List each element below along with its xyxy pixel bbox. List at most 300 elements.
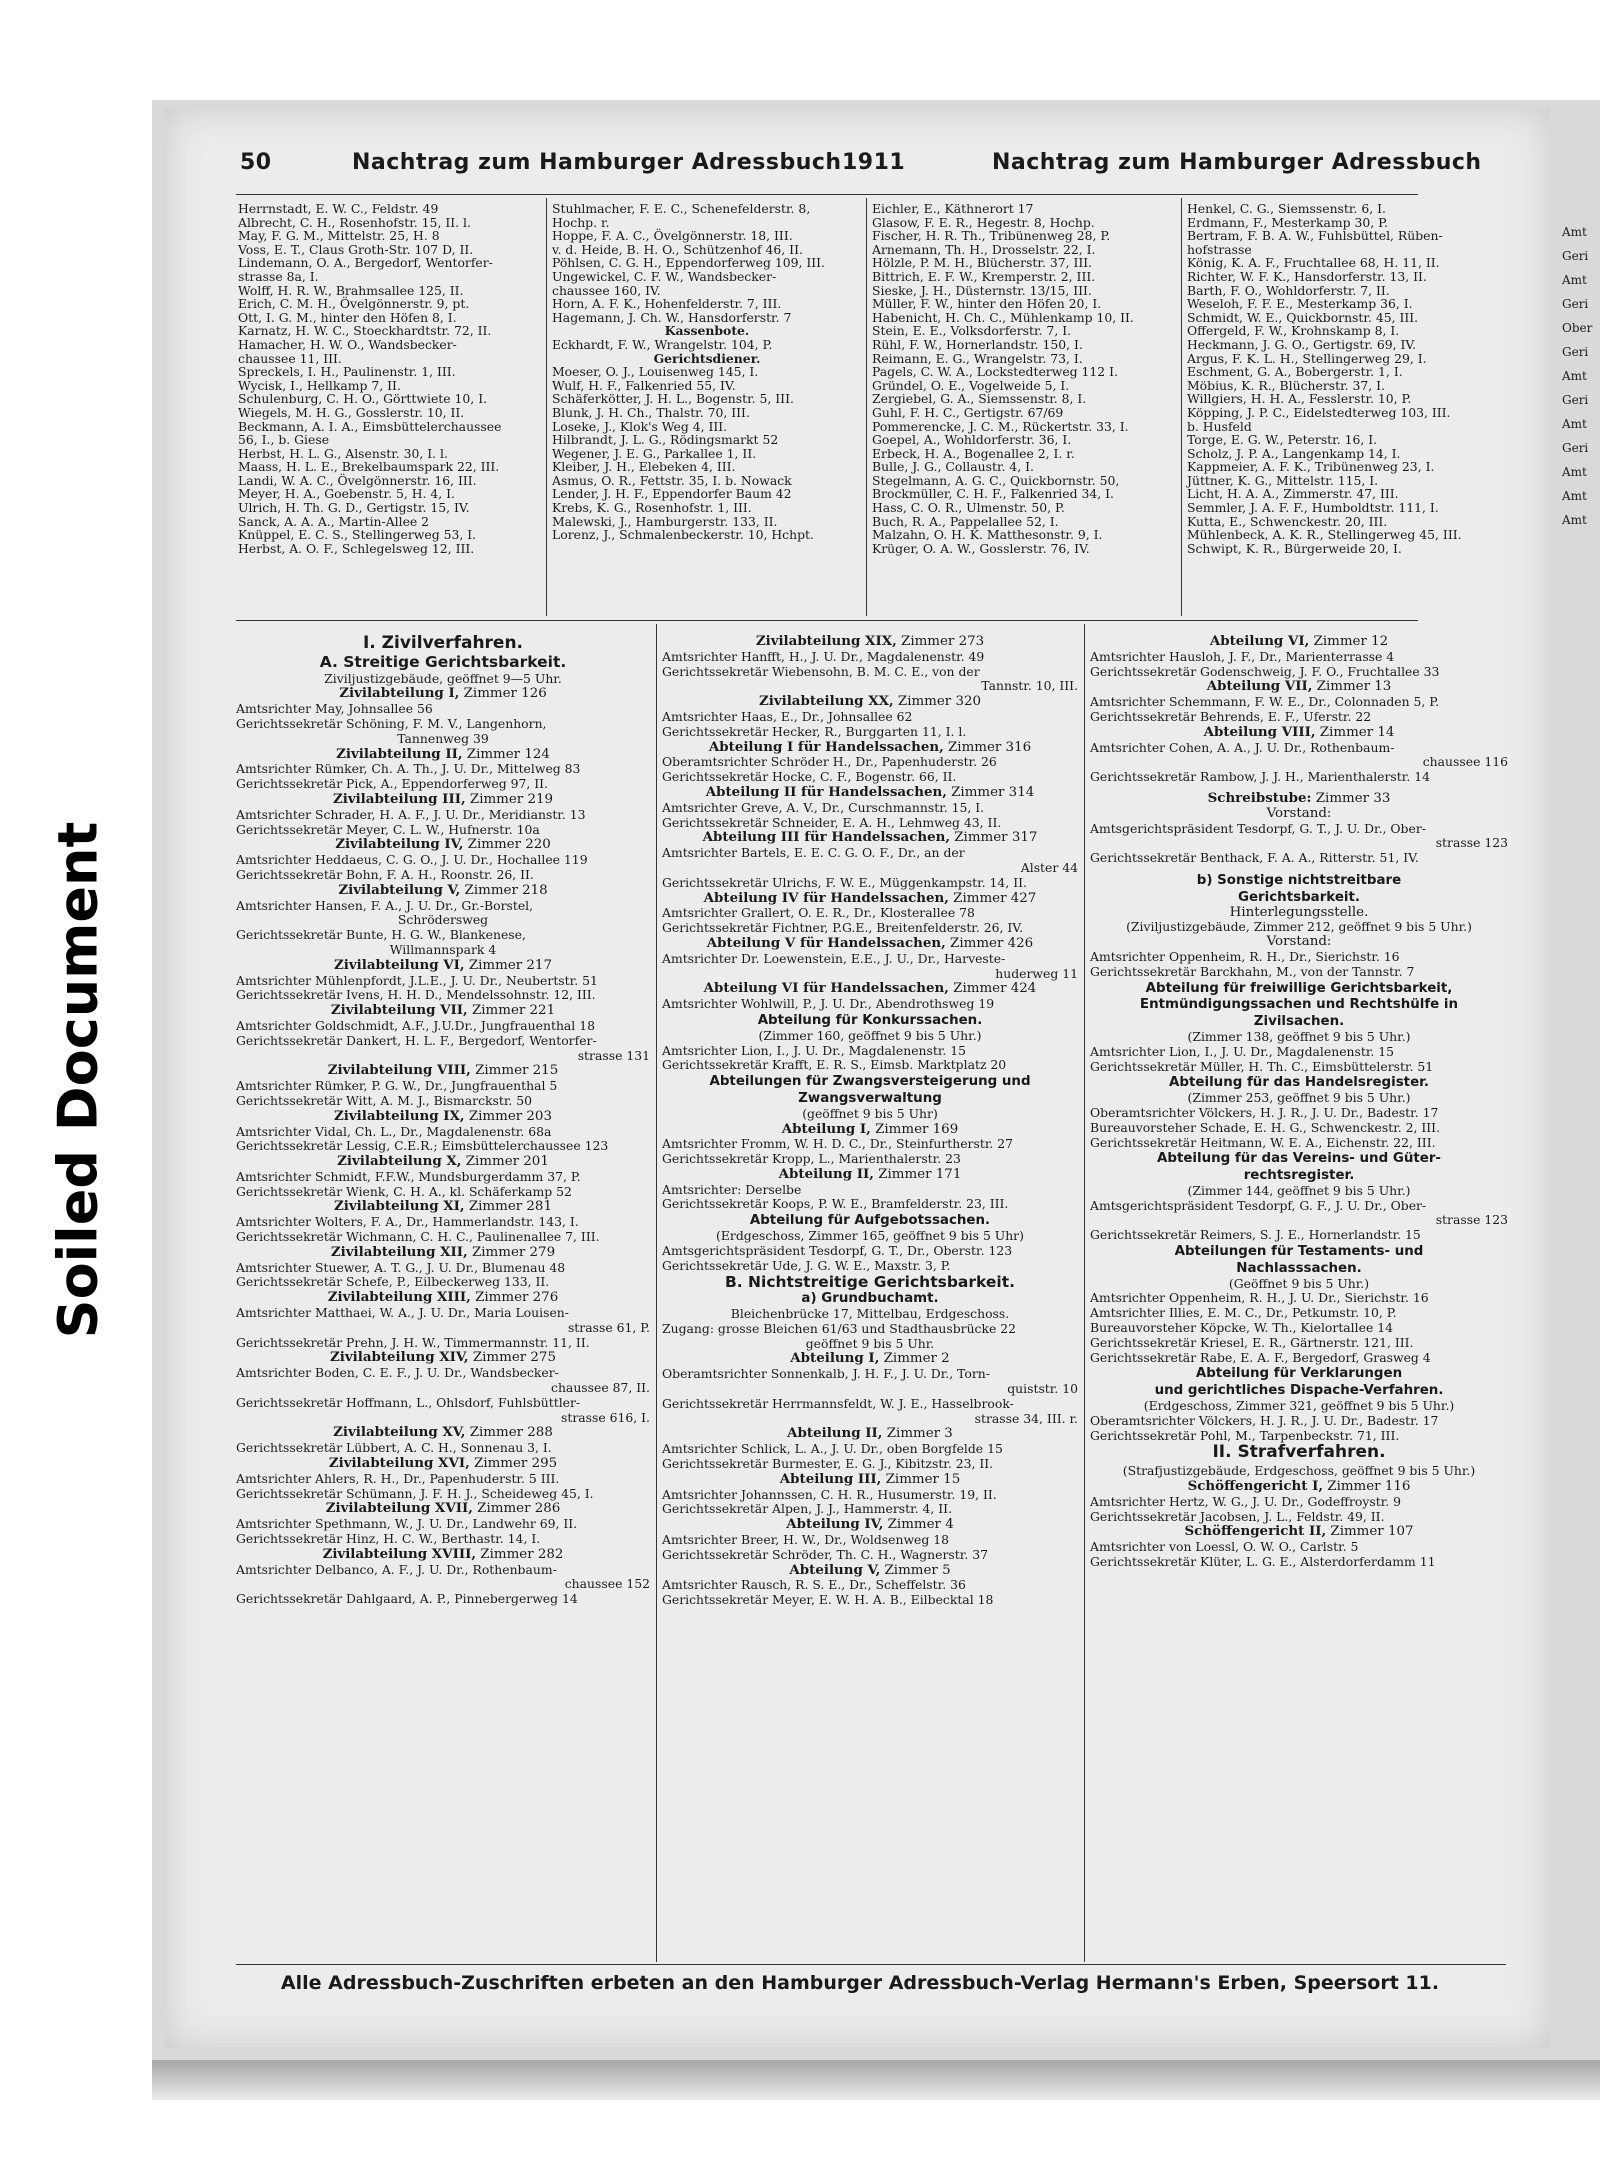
directory-entry: Amt [1562, 513, 1587, 527]
entry-continuation: strasse 34, III. r. [974, 1410, 1078, 1426]
subheading-title: Abteilung I, [790, 1350, 880, 1367]
directory-entry: Hoppe, F. A. C., Övelgönnerstr. 18, III. [552, 228, 793, 244]
directory-entry: Hilbrandt, J. L. G., Rödingsmarkt 52 [552, 432, 779, 448]
entry-continuation: huderweg 11 [995, 965, 1078, 981]
adjacent-page-fragments [1562, 220, 1602, 532]
entry-continuation: strasse 131 [577, 1047, 650, 1063]
court-entry: Oberamtsrichter Sonnenkalb, J. H. F., J. U. Dr., Torn- [662, 1366, 990, 1382]
subheading-detail: Zimmer 171 [873, 1166, 962, 1182]
court-entry: Gerichtssekretär Rambow, J. J. H., Marienthalerstr. 14 [1090, 769, 1430, 785]
subheading-detail: Hinterlegungsstelle. [1229, 904, 1369, 920]
court-entry: Bureauvorsteher Köpcke, W. Th., Kielortallee 14 [1090, 1320, 1393, 1336]
directory-entry: Mühlenbeck, A. K. R., Stellingerweg 45, III. [1187, 527, 1462, 543]
court-entry: Amtsrichter Dr. Loewenstein, E.E., J. U., Dr., Harveste- [662, 950, 1006, 966]
directory-entry: Herrnstadt, E. W. C., Feldstr. 49 [238, 201, 439, 216]
directory-entry: Stegelmann, A. G. C., Quickbornstr. 50, [872, 472, 1120, 488]
directory-entry: Heckmann, J. G. O., Gertigstr. 69, IV. [1187, 336, 1417, 352]
header-year: 1911 [842, 150, 906, 175]
directory-entry: Ungewickel, C. F. W., Wandsbecker- [552, 268, 777, 284]
entry-continuation: Alster 44 [1020, 859, 1078, 875]
subheading-title: Zivilabteilung XII, [330, 1243, 468, 1260]
directory-entry: Semmler, J. A. F. F., Humboldtstr. 111, I. [1187, 500, 1439, 516]
subheading-detail: Zimmer 5 [880, 1562, 951, 1578]
section-subheading [236, 1290, 650, 1306]
centered-note: (geöffnet 9 bis 5 Uhr) [802, 1105, 938, 1121]
court-entry: Gerichtssekretär Hoffmann, L., Ohlsdorf, Fuhlsbüttler- [236, 1394, 581, 1410]
subheading-title: Abteilung VII, [1206, 678, 1313, 695]
court-entry: Amtsgerichtspräsident Tesdorpf, G. F., J. U. Dr., Ober- [1090, 1197, 1427, 1213]
centered-note: (Zimmer 253, geöffnet 9 bis 5 Uhr.) [1187, 1090, 1411, 1106]
department-heading: b) Sonstige nichtstreitbare [1196, 872, 1402, 888]
subheading-detail: Vorstand: [1266, 805, 1332, 821]
court-entry: Oberamtsrichter Schröder H., Dr., Papenhuderstr. 26 [662, 754, 997, 770]
section-subheading [236, 1245, 650, 1261]
directory-entry: 56, I., b. Giese [238, 432, 330, 448]
section-subheading [236, 792, 650, 808]
entry-continuation: chaussee 152 [564, 1576, 650, 1592]
centered-note: (Ziviljustizgebäude, Zimmer 212, geöffnet 9 bis 5 Uhr.) [1126, 919, 1472, 935]
subheading-title: Zivilabteilung II, [336, 745, 463, 762]
court-entry: Amtsrichter Oppenheim, R. H., Dr., Sierichstr. 16 [1090, 948, 1400, 964]
directory-entry: Meyer, H. A., Goebenstr. 5, H. 4, I. [238, 486, 455, 502]
directory-entry: Rühl, F. W., Hornerlandstr. 150, I. [872, 336, 1083, 352]
subheading-detail: Zimmer 426 [945, 935, 1034, 951]
courts-column-3 [1090, 634, 1508, 1570]
section-heading: A. Streitige Gerichtsbarkeit. [319, 652, 567, 671]
centered-note: Ziviljustizgebäude, geöffnet 9—5 Uhr. [324, 670, 562, 686]
court-entry: Amtsrichter Mühlenpfordt, J.L.E., J. U. Dr., Neubertstr. 51 [236, 972, 598, 988]
section-subheading [662, 1517, 1078, 1533]
subheading-detail: Zimmer 286 [472, 1501, 561, 1517]
subheading-title: Zivilabteilung XV, [333, 1424, 466, 1441]
court-entry: Gerichtssekretär Meyer, E. W. H. A. B., Eilbecktal 18 [662, 1592, 994, 1608]
subheading-detail: Zimmer 107 [1326, 1524, 1414, 1540]
department-heading: Abteilungen für Testaments- und [1174, 1244, 1424, 1260]
court-entry: Amtsrichter Rümker, Ch. A. Th., J. U. Dr., Mittelweg 83 [236, 761, 581, 777]
directory-entry: Schulenburg, C. H. O., Görttwiete 10, I. [238, 391, 488, 407]
directory-divider-1 [546, 198, 547, 616]
court-entry: Amtsrichter Schmidt, F.F.W., Mundsburgerdamm 37, P. [236, 1168, 581, 1184]
section-subheading [662, 1167, 1078, 1183]
subheading-title: Zivilabteilung VII, [330, 1002, 468, 1019]
directory-entry: Loseke, J., Klok's Weg 4, III. [552, 418, 728, 434]
subheading-title: Zivilabteilung XI, [334, 1198, 465, 1215]
subheading-title: Abteilung VI, [1209, 633, 1310, 649]
directory-entry: Maass, H. L. E., Brekelbaumspark 22, III. [238, 459, 500, 475]
court-entry: Oberamtsrichter Völckers, H. J. R., J. U. Dr., Badestr. 17 [1090, 1104, 1439, 1120]
left-margin [0, 0, 150, 2177]
court-entry: Gerichtssekretär Dahlgaard, A. P., Pinnebergerweg 14 [236, 1591, 578, 1607]
page-header [240, 150, 1482, 180]
entry-continuation: strasse 123 [1435, 1212, 1508, 1228]
soiled-document-stamp: Soiled Document [46, 821, 110, 1339]
directory-entry: Sanck, A. A. A., Martin-Allee 2 [238, 513, 430, 529]
centered-note: Tannenweg 39 [397, 730, 489, 746]
directory-entry: Fischer, H. R. Th., Tribünenweg 28, P. [872, 228, 1111, 244]
section-subheading [236, 747, 650, 763]
court-entry: Amtsrichter Rausch, R. S. E., Dr., Scheffelstr. 36 [662, 1577, 966, 1593]
court-entry: Gerichtssekretär Lessig, C.E.R.; Eimsbüttelerchaussee 123 [236, 1138, 609, 1154]
section-subheading [236, 1456, 650, 1472]
subheading-detail: Zimmer 2 [879, 1351, 950, 1367]
header-rule [236, 194, 1418, 195]
section-subheading [662, 936, 1078, 952]
section-subheading [236, 1501, 650, 1517]
section-heading: II. Strafverfahren. [1212, 1442, 1386, 1463]
department-heading: a) Grundbuchamt. [801, 1291, 939, 1307]
entry-continuation: strasse 616, I. [561, 1409, 650, 1425]
court-entry: Gerichtssekretär Schümann, J. F. H. J., Scheideweg 45, I. [236, 1485, 594, 1501]
directory-entry: Stein, E. E., Volksdorferstr. 7, I. [872, 323, 1072, 339]
directory-entry: Knüppel, E. C. S., Stellingerweg 53, I. [238, 527, 477, 543]
directory-entry: Hamacher, H. W. O., Wandsbecker- [238, 336, 457, 352]
court-entry: Gerichtssekretär Bunte, H. G. W., Blankenese, [236, 927, 526, 943]
court-entry: Gerichtssekretär Godenschweig, J. F. O., Fruchtallee 33 [1090, 663, 1440, 679]
court-entry: Gerichtssekretär Burmester, E. G. J., Kibitzstr. 23, II. [662, 1456, 994, 1472]
subheading-detail: Zimmer 275 [468, 1350, 556, 1366]
directory-entry: Amt [1562, 225, 1587, 239]
section-heading: B. Nichtstreitige Gerichtsbarkeit. [724, 1273, 1016, 1292]
directory-entry: Beckmann, A. I. A., Eimsbüttelerchaussee [238, 418, 502, 434]
court-entry: Gerichtssekretär Lübbert, A. C. H., Sonnenau 3, I. [236, 1440, 552, 1456]
directory-entry: Horn, A. F. K., Hohenfelderstr. 7, III. [552, 296, 782, 312]
subheading-detail: Zimmer 221 [467, 1003, 556, 1019]
court-entry: Gerichtssekretär Schröder, Th. C. H., Wagnerstr. 37 [662, 1546, 988, 1562]
court-entry: Zugang: grosse Bleichen 61/63 und Stadthausbrücke 22 [662, 1320, 1017, 1336]
department-heading: und gerichtliches Dispache-Verfahren. [1154, 1383, 1444, 1399]
centered-note: (Geöffnet 9 bis 5 Uhr.) [1228, 1275, 1370, 1291]
section-subheading [1090, 634, 1508, 650]
directory-entry: Zergiebel, G. A., Siemssenstr. 8, I. [872, 391, 1087, 407]
header-title-right: Nachtrag zum Hamburger Adressbuch [992, 150, 1482, 175]
subheading-title: Zivilabteilung IV, [335, 836, 464, 853]
directory-entry: Hagemann, J. Ch. W., Hansdorferstr. 7 [552, 309, 792, 325]
subheading-title: Schöffengericht I, [1187, 1478, 1324, 1495]
court-entry: Gerichtssekretär Pohl, M., Tarpenbeckstr. 71, III. [1090, 1427, 1400, 1443]
directory-entry: Krüger, O. A. W., Gosslerstr. 76, IV. [872, 540, 1090, 556]
court-entry: Gerichtssekretär Ivens, H. H. D., Mendelssohnstr. 12, III. [236, 987, 596, 1003]
subheading-title: Zivilabteilung XIX, [755, 633, 897, 649]
header-title-left: Nachtrag zum Hamburger Adressbuch [352, 150, 842, 175]
directory-entry: Sieske, J. H., Düsternstr. 13/15, III. [872, 282, 1092, 298]
directory-entry: Blunk, J. H. Ch., Thalstr. 70, III. [552, 404, 750, 420]
court-entry: Gerichtssekretär Ulrichs, F. W. E., Müggenkampstr. 14, II. [662, 874, 1027, 890]
subheading-title: Zivilabteilung VI, [334, 956, 465, 973]
directory-entry: Eichler, E., Käthnerort 17 [872, 201, 1034, 216]
subheading-detail: Zimmer 13 [1312, 679, 1392, 695]
directory-subheading: Gerichtsdiener. [653, 350, 761, 366]
subheading-title: Zivilabteilung X, [337, 1153, 462, 1170]
court-entry: Amtsrichter: Derselbe [662, 1181, 802, 1197]
directory-entry: Erich, C. M. H., Övelgönnerstr. 9, pt. [238, 296, 470, 312]
court-entry: Gerichtssekretär Wiebensohn, B. M. C. E., von der [662, 663, 980, 679]
subheading-title: Zivilabteilung XIV, [330, 1349, 469, 1366]
court-entry: Gerichtssekretär Krafft, E. R. S., Eimsb. Marktplatz 20 [662, 1057, 1007, 1073]
directory-entry: chaussee 11, III. [238, 350, 342, 366]
section-rule [236, 620, 1418, 621]
entry-continuation: chaussee 116 [1422, 754, 1508, 770]
directory-entry: Willgiers, H. H. A., Fesslerstr. 10, P. [1187, 391, 1412, 407]
section-heading: I. Zivilverfahren. [362, 633, 524, 653]
subheading-title: Abteilung II, [778, 1165, 874, 1182]
entry-continuation: quiststr. 10 [1007, 1381, 1078, 1397]
section-subheading [662, 981, 1078, 997]
court-entry: Amtsrichter May, Johnsallee 56 [236, 701, 433, 717]
court-entry: Amtsrichter Hertz, W. G., J. U. Dr., Godeffroystr. 9 [1090, 1493, 1402, 1509]
court-entry: Amtsrichter Greve, A. V., Dr., Curschmannstr. 15, I. [662, 799, 985, 815]
directory-divider-2 [866, 198, 867, 616]
court-entry: Gerichtssekretär Heitmann, W. E. A., Eichenstr. 22, III. [1090, 1134, 1436, 1150]
court-entry: Oberamtsrichter Völckers, H. J. R., J. U. Dr., Badestr. 17 [1090, 1412, 1439, 1428]
directory-entry: Voss, E. T., Claus Groth-Str. 107 D, II. [238, 241, 474, 257]
subheading-detail: Zimmer 4 [883, 1517, 954, 1533]
court-entry: Amtsrichter Lion, I., J. U. Dr., Magdalenenstr. 15 [662, 1042, 967, 1058]
court-entry: Amtsrichter Spethmann, W., J. U. Dr., Landwehr 69, II. [236, 1516, 578, 1532]
centered-note: (Erdgeschoss, Zimmer 165, geöffnet 9 bis 5 Uhr) [716, 1228, 1024, 1244]
court-entry: Amtsrichter Breer, H. W., Dr., Woldsenweg 18 [662, 1532, 950, 1548]
subheading-title: Zivilabteilung IX, [334, 1107, 465, 1124]
court-entry: Bureauvorsteher Schade, E. H. G., Schwenckestr. 2, III. [1090, 1119, 1441, 1135]
directory-entry: Geri [1562, 393, 1589, 407]
directory-entry: Eschment, G. A., Bobergerstr. 1, I. [1187, 364, 1403, 380]
court-entry: Amtsrichter Hanfft, H., J. U. Dr., Magdalenenstr. 49 [662, 648, 985, 664]
subheading-title: Schreibstube: [1207, 789, 1312, 806]
subheading-title: Abteilung I, [781, 1120, 871, 1137]
subheading-title: Abteilung V für Handelssachen, [706, 934, 946, 951]
directory-entry: Geri [1562, 441, 1589, 455]
court-entry: Gerichtssekretär Behrends, E. F., Uferstr. 22 [1090, 708, 1372, 724]
directory-entry: Geri [1562, 249, 1589, 263]
subheading-detail: Zimmer 295 [469, 1456, 558, 1472]
subheading-title: Zivilabteilung XVI, [328, 1455, 470, 1472]
court-entry: Amtsrichter Ahlers, R. H., Dr., Papenhuderstr. 5 III. [236, 1470, 560, 1486]
directory-entry: Asmus, O. R., Fettstr. 35, I. b. Nowack [552, 472, 792, 488]
court-entry: Gerichtssekretär Prehn, J. H. W., Timmermannstr. 11, II. [236, 1334, 590, 1350]
directory-entry: Ulrich, H. Th. G. D., Gertigstr. 15, IV. [238, 500, 470, 516]
court-entry: Gerichtssekretär Hocke, C. F., Bogenstr. 66, II. [662, 769, 957, 785]
subheading-detail: Zimmer 427 [948, 890, 1037, 906]
section-subheading [662, 891, 1078, 907]
court-entry: Amtsrichter Fromm, W. H. D. C., Dr., Steinfurtherstr. 27 [662, 1136, 1014, 1152]
directory-entry: Bulle, J. G., Collaustr. 4, I. [872, 459, 1034, 475]
directory-entry: Henkel, C. G., Siemssenstr. 6, I. [1187, 201, 1386, 216]
section-subheading [662, 740, 1078, 756]
department-heading: Abteilung für Aufgebotssachen. [749, 1213, 991, 1229]
directory-entry: Reimann, E. G., Wrangelstr. 73, I. [872, 350, 1083, 366]
subheading-title: Zivilabteilung XIII, [327, 1289, 471, 1306]
section-subheading [236, 1154, 650, 1170]
centered-note: (Zimmer 144, geöffnet 9 bis 5 Uhr.) [1187, 1182, 1411, 1198]
department-heading: Gerichtsbarkeit. [1237, 889, 1361, 905]
section-subheading [1090, 725, 1508, 741]
directory-entry: Scholz, J. P. A., Langenkamp 14, I. [1187, 445, 1401, 461]
subheading-detail: Zimmer 169 [870, 1121, 959, 1137]
court-entry: Amtsrichter Vidal, Ch. L., Dr., Magdalenenstr. 68a [236, 1123, 552, 1139]
directory-entry: Wolff, H. R. W., Brahmsallee 125, II. [238, 282, 464, 298]
directory-column-4 [1187, 201, 1462, 556]
subheading-title: Zivilabteilung XX, [758, 693, 894, 710]
subheading-title: Abteilung II, [787, 1425, 883, 1442]
directory-entry: Hass, C. O. R., Ulmenstr. 50, P. [872, 500, 1065, 516]
directory-entry: Wiegels, M. H. G., Gosslerstr. 10, II. [238, 404, 465, 420]
court-entry: Gerichtssekretär Wienk, C. H. A., kl. Schäferkamp 52 [236, 1183, 572, 1199]
subheading-detail: Zimmer 276 [470, 1290, 559, 1306]
court-entry: Gerichtssekretär Ude, J. G. W. E., Maxstr. 3, P. [662, 1257, 951, 1273]
directory-entry: Schmidt, W. E., Quickbornstr. 45, III. [1187, 309, 1419, 325]
directory-entry: Brockmüller, C. H. F., Falkenried 34, I. [872, 486, 1114, 502]
centered-note: Bleichenbrücke 17, Mittelbau, Erdgeschoss. [730, 1306, 1010, 1322]
directory-entry: Lorenz, J., Schmalenbeckerstr. 10, Hchpt. [552, 527, 814, 543]
centered-note: (Strafjustizgebäude, Erdgeschoss, geöffnet 9 bis 5 Uhr.) [1122, 1463, 1476, 1479]
directory-entry: Arnemann, Th. H., Drosselstr. 22, I. [872, 241, 1096, 257]
subheading-title: Abteilung VI für Handelssachen, [703, 980, 949, 997]
section-subheading [1090, 791, 1508, 807]
subheading-detail: Zimmer 116 [1323, 1479, 1411, 1495]
section-subheading [236, 686, 650, 702]
directory-entry: Malzahn, O. H. K. Matthesonstr. 9, I. [872, 527, 1103, 543]
court-entry: Gerichtssekretär Pick, A., Eppendorferweg 97, II. [236, 776, 549, 792]
subheading-detail: Zimmer 219 [465, 791, 554, 807]
court-entry: Amtsrichter Schlick, L. A., J. U. Dr., oben Borgfelde 15 [662, 1441, 1003, 1457]
section-subheading [236, 1350, 650, 1366]
directory-entry: Bertram, F. B. A. W., Fuhlsbüttel, Rüben- [1187, 228, 1443, 244]
courts-divider-2 [1084, 624, 1085, 1962]
directory-entry: Goepel, A., Wohldorferstr. 36, I. [872, 432, 1072, 448]
subheading-detail: Zimmer 215 [470, 1063, 559, 1079]
entry-continuation: chaussee 87, II. [551, 1380, 650, 1396]
subheading-title: Abteilung II für Handelssachen, [705, 783, 947, 800]
subheading-title: Zivilabteilung XVIII, [322, 1545, 477, 1562]
department-heading: Abteilung für Verklarungen [1195, 1366, 1403, 1382]
court-entry: Gerichtssekretär Alpen, J. J., Hammerstr. 4, II. [662, 1501, 953, 1517]
directory-entry: Argus, F. K. L. H., Stellingerweg 29, I. [1187, 350, 1427, 366]
directory-entry: Herbst, A. O. F., Schlegelsweg 12, III. [238, 540, 475, 556]
court-entry: Gerichtssekretär Koops, P. W. E., Bramfelderstr. 23, III. [662, 1196, 1009, 1212]
section-subheading [662, 785, 1078, 801]
subheading-detail: Vorstand: [1266, 934, 1332, 950]
court-entry: Gerichtssekretär Kriesel, E. R., Gärtnerstr. 121, III. [1090, 1334, 1414, 1350]
court-entry: Amtsrichter Stuewer, A. T. G., J. U. Dr., Blumenau 48 [236, 1259, 566, 1275]
section-subheading [662, 694, 1078, 710]
court-entry: Gerichtssekretär Schneider, E. A. H., Lehmweg 43, II. [662, 814, 1002, 830]
court-entry: Amtsrichter Hausloh, J. F., Dr., Marienterrasse 4 [1090, 648, 1395, 664]
section-subheading [1090, 679, 1508, 695]
court-entry: Gerichtssekretär Reimers, S. J. E., Hornerlandstr. 15 [1090, 1227, 1421, 1243]
directory-entry: May, F. G. M., Mittelstr. 25, H. 8 [238, 228, 440, 244]
directory-entry: Wycisk, I., Hellkamp 7, II. [238, 377, 401, 393]
court-entry: Gerichtssekretär Meyer, C. L. W., Hufnerstr. 10a [236, 821, 540, 837]
subheading-detail: Zimmer 218 [460, 882, 548, 898]
court-entry: Amtsrichter Wohlwill, P., J. U. Dr., Abendrothsweg 19 [662, 996, 995, 1012]
directory-entry: v. d. Heide, B. H. O., Schützenhof 46, II. [552, 241, 803, 257]
subheading-detail: Zimmer 201 [461, 1154, 549, 1170]
subheading-title: Abteilung VIII, [1203, 723, 1316, 740]
directory-entry: Geri [1562, 297, 1589, 311]
spacer [1090, 866, 1508, 872]
court-entry: Amtsrichter Goldschmidt, A.F., J.U.Dr., Jungfrauenthal 18 [236, 1017, 595, 1033]
court-entry: Gerichtssekretär Hinz, H. C. W., Berthastr. 14, I. [236, 1531, 541, 1547]
department-heading: Nachlasssachen. [1236, 1260, 1362, 1276]
directory-entry: Geri [1562, 345, 1589, 359]
section-subheading [1090, 935, 1508, 950]
subheading-detail: Zimmer 273 [896, 634, 985, 649]
department-heading: rechtsregister. [1243, 1168, 1355, 1184]
courts-column-1 [236, 634, 650, 1607]
subheading-detail: Zimmer 316 [943, 739, 1032, 755]
subheading-detail: Zimmer 314 [946, 784, 1035, 800]
section-subheading [1090, 906, 1508, 921]
subheading-detail: Zimmer 288 [465, 1425, 553, 1441]
directory-entry: Köpping, J. P. C., Eidelstedterweg 103, III. [1187, 404, 1451, 420]
page-number: 50 [240, 150, 272, 175]
court-entry: Amtsrichter Lion, I., J. U. Dr., Magdalenenstr. 15 [1090, 1043, 1395, 1059]
department-heading: Zwangsverwaltung [798, 1090, 942, 1106]
court-entry: Gerichtssekretär Barckhahn, M., von der Tannstr. 7 [1090, 963, 1415, 979]
directory-entry: Hölzle, P. M. H., Blücherstr. 37, III. [872, 255, 1093, 271]
directory-entry: Weseloh, F. F. E., Mesterkamp 36, I. [1187, 296, 1413, 312]
court-entry: Amtsrichter Wolters, F. A., Dr., Hammerlandstr. 143, I. [236, 1214, 579, 1230]
court-entry: Gerichtssekretär Bohn, F. A. H., Roonstr. 26, II. [236, 866, 534, 882]
court-entry: Amtsgerichtspräsident Tesdorpf, G. T., Dr., Oberstr. 123 [662, 1242, 1013, 1258]
court-entry: Amtsrichter Boden, C. E. F., J. U. Dr., Wandsbecker- [236, 1365, 559, 1381]
section-subheading [236, 837, 650, 853]
subheading-detail: Zimmer 424 [948, 981, 1037, 997]
court-entry: Amtsrichter Matthaei, W. A., J. U. Dr., Maria Louisen- [236, 1305, 569, 1321]
subheading-title: Abteilung III, [779, 1470, 882, 1487]
subheading-title: Zivilabteilung XVII, [325, 1500, 473, 1517]
centered-note: (Erdgeschoss, Zimmer 321, geöffnet 9 bis 5 Uhr.) [1143, 1398, 1455, 1414]
court-entry: Gerichtssekretär Wichmann, C. H. C., Paulinenallee 7, III. [236, 1229, 600, 1245]
court-entry: Gerichtssekretär Benthack, F. A. A., Ritterstr. 51, IV. [1090, 850, 1419, 866]
court-entry: Gerichtssekretär Kropp, L., Marienthalerstr. 23 [662, 1151, 961, 1167]
directory-entry: Gründel, O. E., Vogelweide 5, I. [872, 377, 1070, 393]
subheading-detail: Zimmer 203 [464, 1108, 552, 1124]
directory-entry: Glasow, F. E. R., Hegestr. 8, Hochp. [872, 214, 1095, 230]
court-entry: Amtsrichter Grallert, O. E. R., Dr., Klosterallee 78 [662, 905, 975, 921]
court-entry: Gerichtssekretär Klüter, L. G. E., Alsterdorferdamm 11 [1090, 1554, 1436, 1570]
directory-entry: Amt [1562, 273, 1587, 287]
court-entry: Amtsrichter Johannssen, C. H. R., Husumerstr. 19, II. [662, 1486, 997, 1502]
directory-entry: Pöhlsen, C. G. H., Eppendorferweg 109, III. [552, 255, 825, 271]
directory-entry: Schwipt, K. R., Bürgerweide 20, I. [1187, 540, 1402, 556]
directory-entry: Malewski, J., Hamburgerstr. 133, II. [552, 513, 778, 529]
court-entry: Amtsrichter Heddaeus, C. G. O., J. U. Dr., Hochallee 119 [236, 852, 588, 868]
court-entry: Amtsrichter Haas, E., Dr., Johnsallee 62 [662, 708, 913, 724]
subheading-title: Abteilung V, [789, 1561, 881, 1578]
centered-note: geöffnet 9 bis 5 Uhr. [805, 1335, 935, 1351]
directory-entry: Herbst, H. L. G., Alsenstr. 30, I. l. [238, 445, 448, 461]
directory-entry: Amt [1562, 417, 1587, 431]
section-subheading [1090, 807, 1508, 822]
entry-continuation: Tannstr. 10, III. [981, 678, 1078, 694]
directory-entry: Stuhlmacher, F. E. C., Schenefelderstr. 8, [552, 201, 811, 216]
directory-entry: hofstrasse [1187, 241, 1252, 257]
directory-entry: Schäferkötter, J. H. L., Bogenstr. 5, III. [552, 391, 794, 407]
subheading-detail: Zimmer 281 [464, 1199, 552, 1215]
courts-column-2 [662, 634, 1078, 1608]
section-subheading [236, 883, 650, 899]
subheading-detail: Zimmer 14 [1315, 724, 1395, 740]
directory-entry: chaussee 160, IV. [552, 282, 661, 298]
court-entry: Amtsrichter Hansen, F. A., J. U. Dr., Gr.-Borstel, [236, 897, 534, 913]
directory-entry: Amt [1562, 465, 1587, 479]
entry-continuation: strasse 61, P. [567, 1319, 650, 1335]
section-subheading [662, 1351, 1078, 1367]
court-entry: Gerichtssekretär Schöning, F. M. V., Langenhorn, [236, 715, 547, 731]
directory-entry: Lender, J. H. F., Eppendorfer Baum 42 [552, 486, 792, 502]
subheading-detail: Zimmer 320 [893, 694, 982, 710]
section-subheading [236, 958, 650, 974]
